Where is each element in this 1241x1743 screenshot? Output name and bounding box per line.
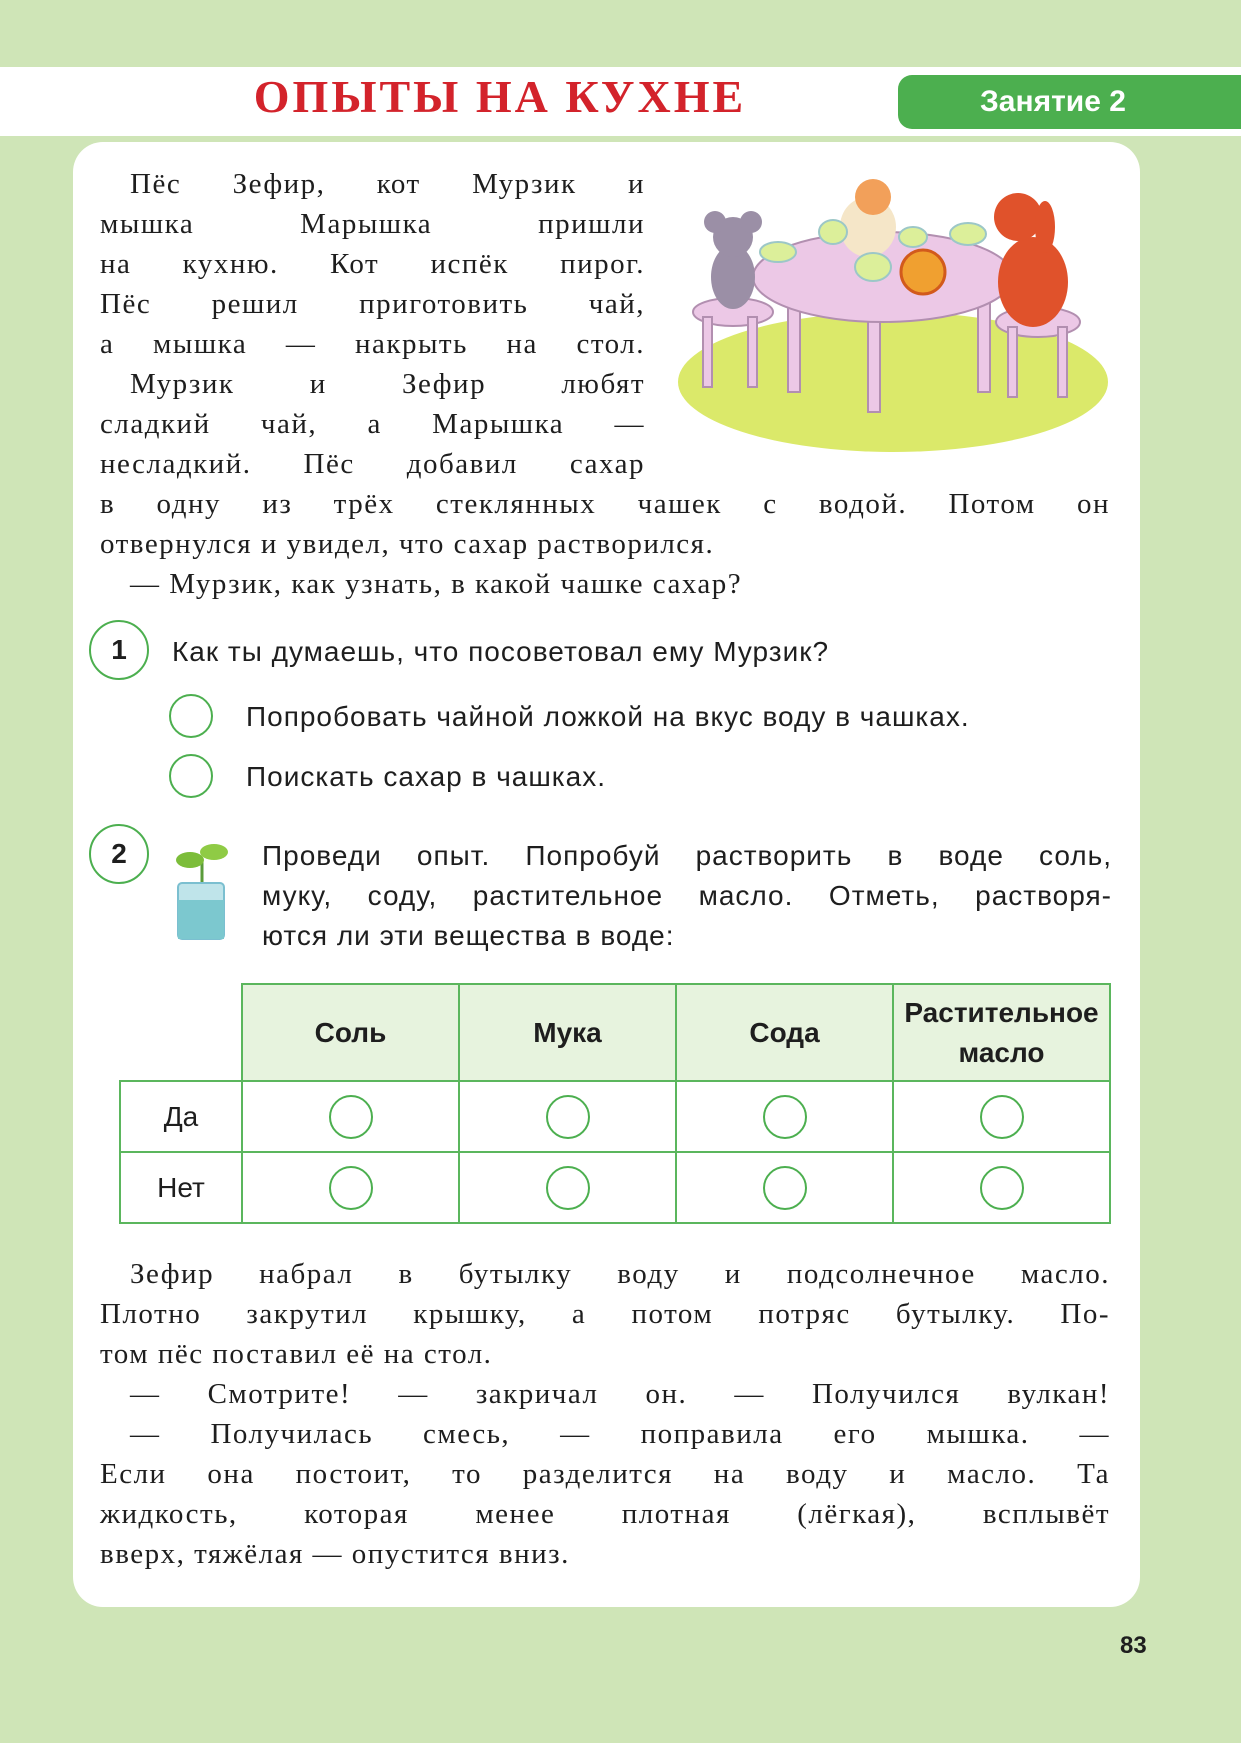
dog	[994, 193, 1068, 327]
lesson-badge: Занятие 2	[898, 75, 1241, 129]
column-header: Сода	[676, 984, 893, 1081]
text-line: — Получилась смесь, — поправила его мышка. —	[130, 1418, 1110, 1450]
column-header: Соль	[242, 984, 459, 1081]
no-radio-flour[interactable]	[546, 1166, 590, 1210]
yes-radio-soda[interactable]	[763, 1095, 807, 1139]
no-radio-salt[interactable]	[329, 1166, 373, 1210]
solubility-table	[119, 983, 1111, 1224]
option-1-label: Попробовать чайной ложкой на вкус воду в чашках.	[246, 701, 970, 732]
no-radio-soda[interactable]	[763, 1166, 807, 1210]
mouse	[704, 211, 762, 309]
row-label: Да	[120, 1081, 242, 1152]
text-line: на кухню. Кот испёк пирог.	[100, 248, 645, 280]
text-line: сладкий чай, а Марышка —	[100, 408, 645, 440]
text-line: муку, соду, растительное масло. Отметь, растворя-	[262, 880, 1112, 911]
table-row-no	[120, 1152, 1110, 1223]
yes-radio-flour[interactable]	[546, 1095, 590, 1139]
row-label: Нет	[120, 1152, 242, 1223]
table-header-row	[120, 984, 1110, 1081]
text-line: вверх, тяжёлая — опустится вниз.	[100, 1538, 570, 1570]
option-1-radio[interactable]	[169, 694, 213, 738]
text-line: Пёс Зефир, кот Мурзик и	[130, 168, 645, 200]
question-2-number: 2	[89, 824, 149, 884]
column-header: Растительное масло	[893, 984, 1110, 1081]
table-corner	[120, 984, 242, 1081]
page-number: 83	[1120, 1632, 1147, 1659]
text-line: мышка Марышка пришли	[100, 208, 645, 240]
yes-radio-oil[interactable]	[980, 1095, 1024, 1139]
option-2-radio[interactable]	[169, 754, 213, 798]
text-line: том пёс поставил её на стол.	[100, 1338, 493, 1370]
text-line: Зефир набрал в бутылку воду и подсолнечное масло.	[130, 1258, 1110, 1290]
no-radio-oil[interactable]	[980, 1166, 1024, 1210]
text-line: Если она постоит, то разделится на воду и масло. Та	[100, 1458, 1110, 1490]
text-line: Пёс решил приготовить чай,	[100, 288, 645, 320]
cat	[840, 179, 896, 257]
text-line: — Смотрите! — закричал он. — Получился вулкан!	[130, 1378, 1110, 1410]
text-line: а мышка — накрыть на стол.	[100, 328, 645, 360]
table-row-yes	[120, 1081, 1110, 1152]
option-2-label: Поискать сахар в чашках.	[246, 761, 607, 792]
text-line: в одну из трёх стеклянных чашек с водой. Потом он	[100, 488, 1110, 520]
text-line: Проведи опыт. Попробуй растворить в воде соль,	[262, 840, 1112, 871]
text-line: отвернулся и увидел, что сахар растворился.	[100, 528, 715, 560]
beaker-with-sprout-icon	[172, 838, 232, 943]
question-1-number: 1	[89, 620, 149, 680]
text-line: — Мурзик, как узнать, в какой чашке сахар?	[130, 568, 743, 600]
question-1-text: Как ты думаешь, что посоветовал ему Мурзик?	[172, 636, 830, 667]
text-line: Мурзик и Зефир любят	[130, 368, 645, 400]
animals-at-table-illustration	[673, 172, 1113, 457]
page-title: ОПЫТЫ НА КУХНЕ	[253, 71, 747, 122]
text-line: жидкость, которая менее плотная (лёгкая), всплывёт	[100, 1498, 1110, 1530]
text-line: несладкий. Пёс добавил сахар	[100, 448, 645, 480]
text-line: ются ли эти вещества в воде:	[262, 920, 675, 951]
text-line: Плотно закрутил крышку, а потом потряс бутылку. По-	[100, 1298, 1110, 1330]
yes-radio-salt[interactable]	[329, 1095, 373, 1139]
column-header: Мука	[459, 984, 676, 1081]
